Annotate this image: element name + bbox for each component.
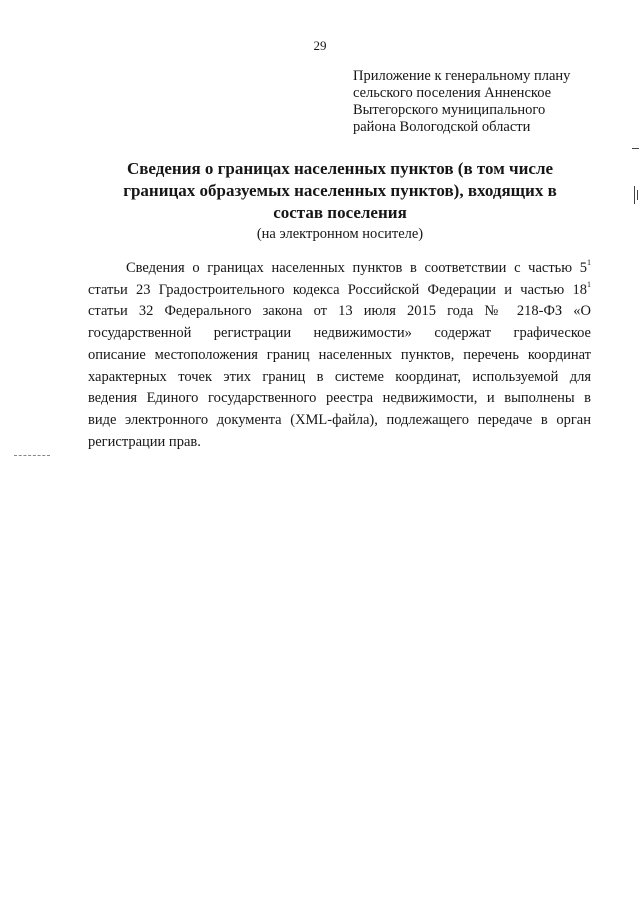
title-line: состав поселения [273, 203, 407, 222]
body-line: регистрации прав. [88, 433, 201, 450]
scan-mark [632, 148, 639, 149]
document-subtitle: (на электронном носителе) [256, 226, 424, 242]
appendix-note [353, 68, 613, 136]
appendix-line: Приложение к генеральному плану [353, 68, 571, 84]
appendix-line: района Вологодской области [353, 119, 531, 135]
body-line: характерных точек этих границ в системе координат, используемой для [88, 368, 591, 385]
appendix-line: сельского поселения Анненское [353, 85, 552, 101]
scan-mark [637, 190, 638, 200]
page-number: 29 [313, 38, 327, 53]
body-line [88, 258, 591, 280]
title-line: Сведения о границах населенных пунктов (в том числе [126, 159, 554, 178]
body-paragraph [88, 258, 591, 453]
document-title [80, 158, 600, 224]
scan-mark [14, 455, 50, 456]
body-line-text: Сведения о границах населенных пунктов в соответствии с частью 5 [126, 260, 587, 276]
superscript: 1 [587, 279, 591, 289]
body-line: виде электронного документа (XML-файла), подлежащего передаче в орган [88, 411, 591, 428]
scan-mark [634, 186, 635, 204]
body-line-text: статьи 23 Градостроительного кодекса Российской Федерации и частью 18 [88, 281, 587, 298]
body-line: описание местоположения границ населенных пунктов, перечень координат [88, 346, 591, 363]
superscript: 1 [587, 258, 591, 267]
body-line: статьи 32 Федерального закона от 13 июля 2015 года № 218-ФЗ «О [88, 303, 591, 320]
body-line: государственной регистрации недвижимости» содержат графическое [88, 325, 591, 342]
body-line: ведения Единого государственного реестра недвижимости, и выполнены в [88, 390, 591, 407]
body-line [88, 280, 591, 302]
title-line: границах образуемых населенных пунктов), входящих в [123, 181, 557, 200]
appendix-line: Вытегорского муниципального [353, 102, 546, 118]
